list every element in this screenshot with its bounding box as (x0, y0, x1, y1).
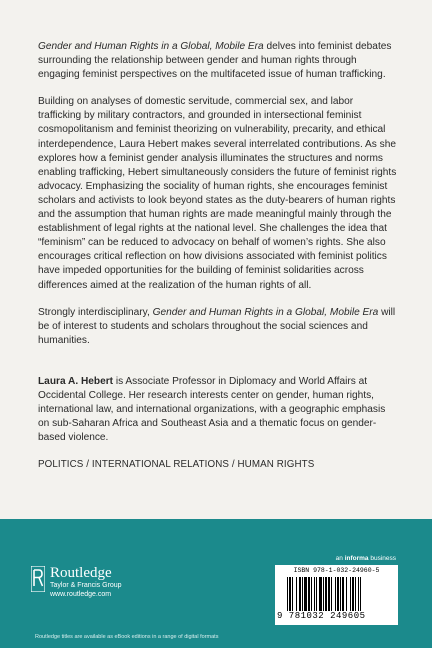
publisher-url[interactable]: www.routledge.com (50, 591, 112, 598)
isbn-label: ISBN 978-1-032-24960-5 (293, 567, 380, 574)
barcode-bar (337, 577, 339, 611)
subject-categories: POLITICS / INTERNATIONAL RELATIONS / HUMAN RIGHTS (38, 459, 315, 471)
paragraph-3-after: will be of interest to students and scholars throughout the social sciences and humanities. (38, 306, 396, 346)
paragraph-1-text: delves into feminist debates surrounding the relationship between gender and human rights through engaging feminist perspectives on the multifaceted issue of human trafficking. (38, 41, 392, 81)
barcode-bar (304, 577, 307, 611)
description-paragraph-2: Building on analyses of domestic servitude, commercial sex, and labor trafficking by military contractors, and grounded in intersectional feminist cosmopolitanism and feminist theorizing on vulnerability, precarity, and ethical interdependence, Laura Hebert makes several interrelated contributions. As she explores how a feminist gender analysis illuminates the structures and norms enabling trafficking, Hebert simultaneously considers the future of feminist rights advocacy. Emphasizing the sociality of human rights, she encourages feminist scholars and activists to look beyond states as the duty-bearers of human rights and the assumption that human rights are made meaningful mainly through the establishment of legal rights at the national level. She challenges the idea that “feminism” can be reduced to advocacy on behalf of women’s rights. She also encourages critical reflection on how divisions associated with feminist politics have impeded opportunities for the building of feminist solidarities across differences aimed at the realization of the human rights of all. (38, 96, 397, 291)
barcode-bar (358, 577, 359, 611)
author-name: Laura A. Hebert (38, 375, 114, 387)
logo-text (50, 566, 122, 598)
barcode-bar (335, 577, 336, 611)
ebook-note: Routledge titles are available as eBook editions in a range of digital formats (35, 634, 219, 640)
barcode-bar (316, 577, 317, 611)
barcode-bar (342, 577, 344, 611)
barcode-bar (292, 577, 293, 611)
author-bio (38, 375, 398, 445)
barcode-bar (360, 577, 361, 611)
barcode-bar (289, 577, 291, 611)
back-cover-text (38, 40, 398, 472)
barcode-bars (287, 577, 387, 611)
description-paragraph-1 (38, 40, 398, 82)
publisher-group: Taylor & Francis Group (50, 582, 122, 589)
barcode-bar (308, 577, 310, 611)
paragraph-3-before: Strongly interdisciplinary, (38, 306, 153, 318)
barcode-bar (323, 577, 324, 611)
publisher-logo (31, 566, 122, 598)
barcode-bar (314, 577, 315, 611)
barcode-bar (325, 577, 327, 611)
barcode-bar (350, 577, 351, 611)
barcode-bar (328, 577, 330, 611)
informa-name: informa (344, 555, 369, 562)
isbn-barcode (275, 565, 398, 625)
book-title-italic: Gender and Human Rights in a Global, Mobile Era (38, 41, 264, 52)
author-bio-text: is Associate Professor in Diplomacy and World Affairs at Occidental College. Her research interests center on gender, human rights, international law, and international organizations, with a geographic emphasis on sub-Saharan Africa and Southeast Asia and a thematic focus on gender-based violence. (38, 375, 386, 444)
barcode-bar (340, 577, 341, 611)
informa-tagline (336, 555, 396, 562)
barcode-bar (299, 577, 301, 611)
barcode-bar (355, 577, 356, 611)
barcode-bar (287, 577, 288, 611)
description-paragraph-3 (38, 306, 398, 348)
isbn-digits: 9 781032 249605 (277, 611, 366, 621)
barcode-bar (311, 577, 312, 611)
book-title-italic-2: Gender and Human Rights in a Global, Mobile Era (152, 306, 379, 318)
barcode-bar (302, 577, 303, 611)
barcode-bar (296, 577, 297, 611)
barcode-bar (319, 577, 322, 611)
publisher-brand: Routledge (50, 565, 112, 581)
informa-prefix: an (335, 555, 345, 562)
informa-suffix: business (368, 555, 396, 562)
barcode-bar (352, 577, 354, 611)
barcode-bar (331, 577, 332, 611)
barcode-bar (346, 577, 347, 611)
routledge-r-icon (31, 566, 45, 592)
